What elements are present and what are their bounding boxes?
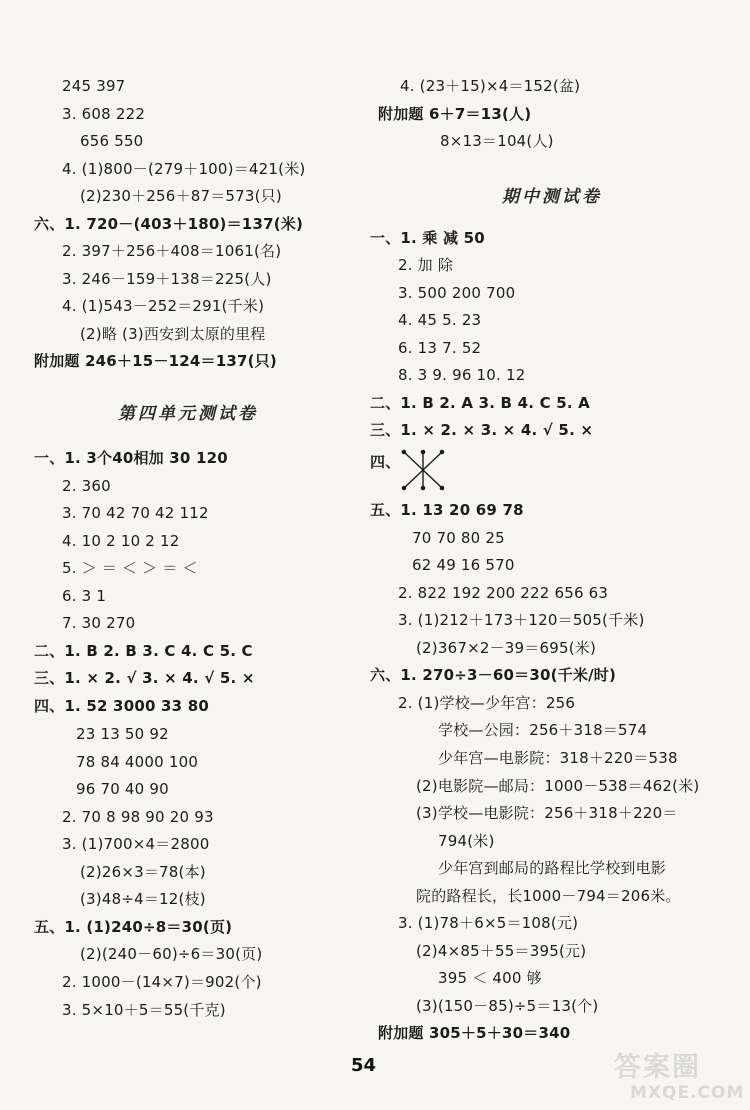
answer-line: 70 70 80 25 <box>412 529 505 547</box>
answer-line: 3. 500 200 700 <box>398 284 516 302</box>
answer-line: 4. (1)800－(279＋100)＝421(米) <box>62 160 306 178</box>
answer-line: (2)367×2－39＝695(米) <box>416 639 597 657</box>
answer-line: 62 49 16 570 <box>412 556 515 574</box>
answer-line: 6. 13 7. 52 <box>398 339 482 357</box>
answer-line: 附加题 6＋7＝13(人) <box>378 105 532 123</box>
answer-line: 二、1. B 2. A 3. B 4. C 5. A <box>370 394 590 412</box>
answer-line: 少年宫到邮局的路程比学校到电影 <box>438 859 667 877</box>
answer-line: (2)电影院—邮局：1000－538＝462(米) <box>416 777 700 795</box>
answer-line: 4. 45 5. 23 <box>398 311 482 329</box>
answer-line: 六、1. 720－(403＋180)＝137(米) <box>34 215 304 233</box>
answer-line: 2. 360 <box>62 477 111 495</box>
answer-line: 三、1. × 2. √ 3. × 4. √ 5. × <box>34 669 255 687</box>
answer-line: 395 ＜ 400 够 <box>438 969 542 987</box>
answer-line: 4. (1)543－252＝291(千米) <box>62 297 265 315</box>
answer-line: 2. 1000－(14×7)＝902(个) <box>62 973 262 991</box>
answer-line: 23 13 50 92 <box>76 725 169 743</box>
answer-line: 六、1. 270÷3－60＝30(千米/时) <box>370 666 617 684</box>
answer-line: 4. 10 2 10 2 12 <box>62 532 180 550</box>
answer-line: 2. 397＋256＋408＝1061(名) <box>62 242 282 260</box>
answer-line: (2)略 (3)西安到太原的里程 <box>80 325 266 343</box>
answer-line: 院的路程长，长1000－794＝206米。 <box>416 887 681 905</box>
answer-line: 2. 加 除 <box>398 256 454 274</box>
answer-line: (2)26×3＝78(本) <box>80 863 206 881</box>
answer-line: (3)(150－85)÷5＝13(个) <box>416 997 599 1015</box>
answer-line: 四、 <box>370 453 401 471</box>
answer-line: 附加题 246＋15－124＝137(只) <box>34 352 277 370</box>
answer-line: 3. (1)700×4＝2800 <box>62 835 210 853</box>
answer-line: 3. 608 222 <box>62 105 146 123</box>
answer-line: 3. 70 42 70 42 112 <box>62 504 209 522</box>
answer-line: 学校—公园：256＋318＝574 <box>438 721 648 739</box>
answer-line: 一、1. 乘 减 50 <box>370 229 485 247</box>
section-title-midterm: 期中测试卷 <box>502 187 602 207</box>
answer-line: 794(米) <box>438 832 495 850</box>
section-title-unit4: 第四单元测试卷 <box>118 404 258 424</box>
answer-line: (2)4×85＋55＝395(元) <box>416 942 587 960</box>
answer-line: 附加题 305＋5＋30＝340 <box>378 1024 571 1042</box>
answer-line: 四、1. 52 3000 33 80 <box>34 697 209 715</box>
answer-line: (2)230＋256＋87＝573(只) <box>80 187 282 205</box>
answer-line: 656 550 <box>80 132 144 150</box>
answer-line: 2. 822 192 200 222 656 63 <box>398 584 609 602</box>
answer-line: 三、1. × 2. × 3. × 4. √ 5. × <box>370 421 594 439</box>
watermark <box>608 1045 746 1107</box>
answer-line: 6. 3 1 <box>62 587 107 605</box>
answer-line: 3. (1)212＋173＋120＝505(千米) <box>398 611 645 629</box>
page-number: 54 <box>351 1055 377 1076</box>
answer-line: (3)学校—电影院：256＋318＋220＝ <box>416 804 678 822</box>
answer-line: 2. (1)学校—少年宫：256 <box>398 694 576 712</box>
answer-line: 8×13＝104(人) <box>440 132 554 150</box>
answer-line: 2. 70 8 98 90 20 93 <box>62 808 214 826</box>
answer-line: 3. (1)78＋6×5＝108(元) <box>398 914 579 932</box>
answer-line: 96 70 40 90 <box>76 780 169 798</box>
answer-line: 8. 3 9. 96 10. 12 <box>398 366 526 384</box>
answer-line: 7. 30 270 <box>62 614 136 632</box>
answer-line: (2)(240－60)÷6＝30(页) <box>80 945 263 963</box>
answer-line: 少年宫—电影院：318＋220＝538 <box>438 749 678 767</box>
answer-line: 245 397 <box>62 77 126 95</box>
answer-line: 3. 5×10＋5＝55(千克) <box>62 1001 226 1019</box>
answer-line: 78 84 4000 100 <box>76 753 199 771</box>
answer-line: 五、1. (1)240÷8＝30(页) <box>34 918 233 936</box>
watermark-url-text: MXQE.COM <box>630 1083 745 1103</box>
answer-line: 二、1. B 2. B 3. C 4. C 5. C <box>34 642 253 660</box>
answer-line: 一、1. 3个40相加 30 120 <box>34 449 228 467</box>
answer-line: 3. 246－159＋138＝225(人) <box>62 270 272 288</box>
watermark-main-text: 答案圈 <box>614 1052 701 1083</box>
matching-lines-diagram <box>398 447 448 493</box>
answer-line: (3)48÷4＝12(枝) <box>80 890 206 908</box>
answer-line: 五、1. 13 20 69 78 <box>370 501 524 519</box>
answer-line: 4. (23＋15)×4＝152(盆) <box>400 77 581 95</box>
answer-line: 5. ＞ ＝ ＜ ＞ ＝ ＜ <box>62 559 198 577</box>
